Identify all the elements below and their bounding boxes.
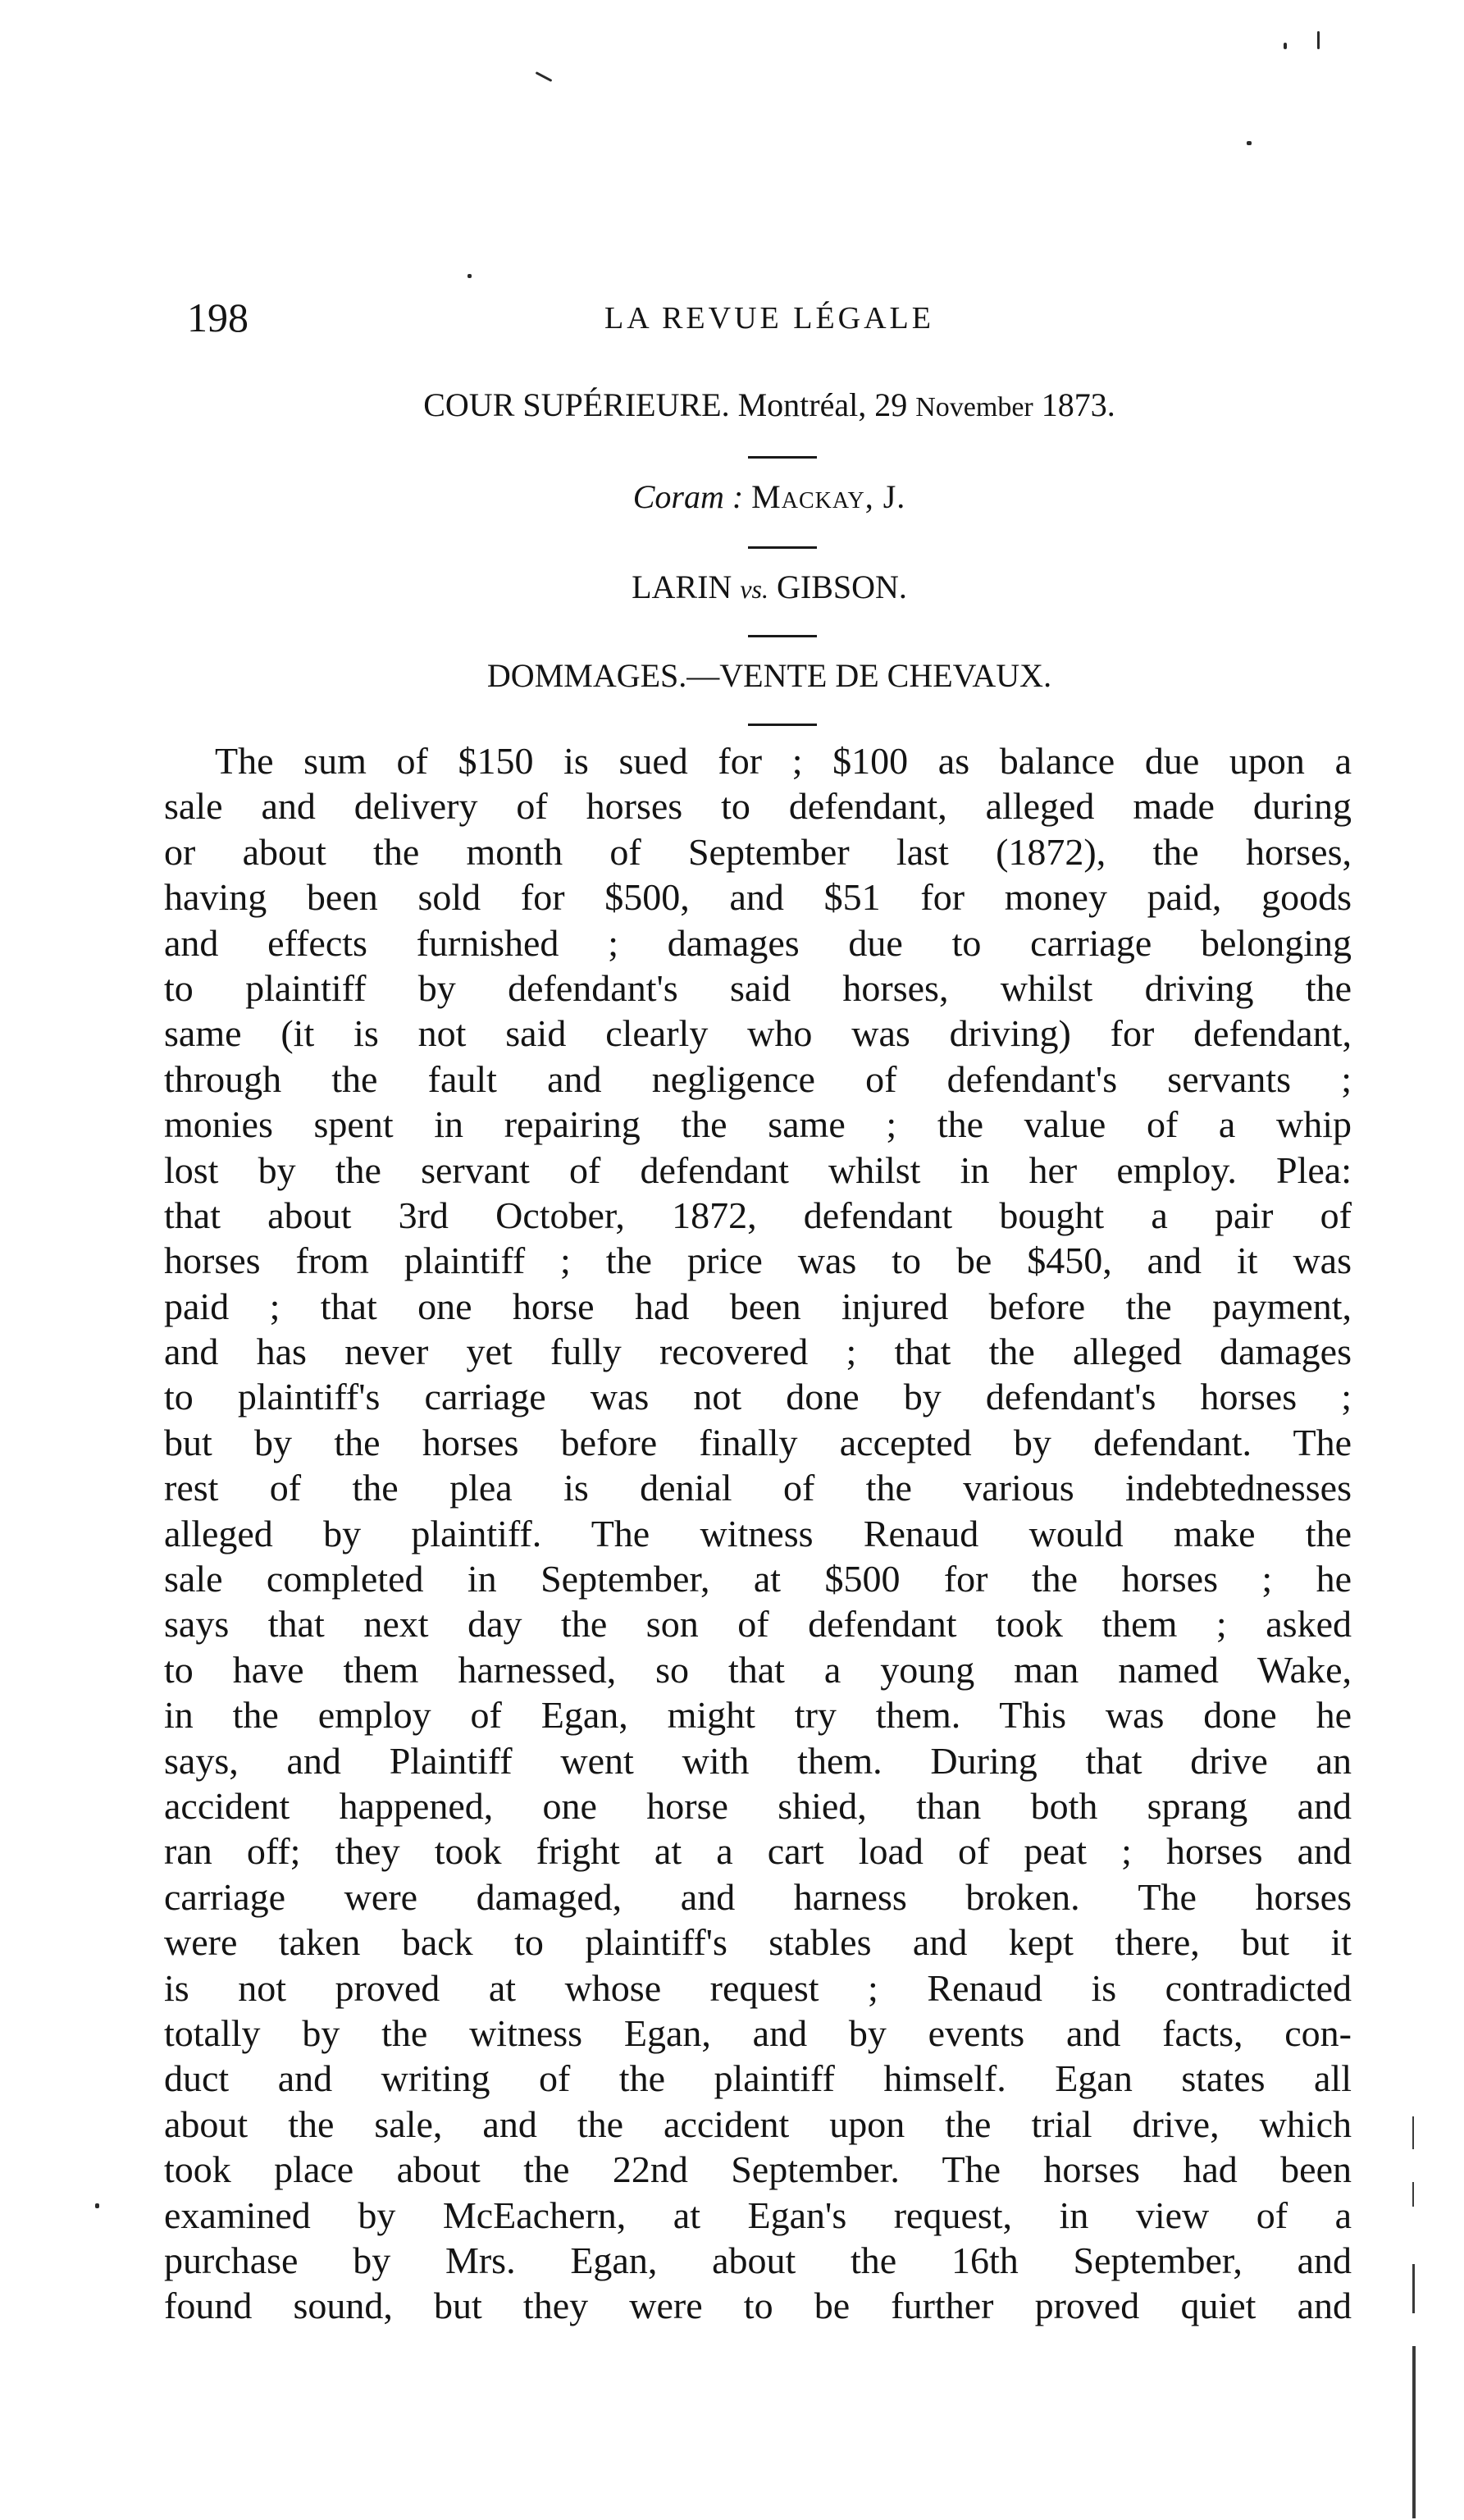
scan-speck: [1317, 31, 1320, 49]
page-number: 198: [187, 294, 249, 340]
text-line: is not proved at whose request ; Renaud is contradicted: [164, 1966, 1352, 2009]
text-line: The sum of $150 is sued for ; $100 as balance due upon a: [215, 740, 1352, 782]
court-heading: [187, 382, 1352, 431]
scan-speck: [1247, 141, 1252, 145]
scan-speck: [95, 2203, 99, 2208]
text-line: and effects furnished ; damages due to carriage belonging: [164, 921, 1352, 964]
divider-rule: [748, 635, 817, 637]
text-line: examined by McEachern, at Egan's request, in view of a: [164, 2194, 1352, 2236]
defendant-name: GIBSON.: [776, 568, 907, 605]
text-line: duct and writing of the plaintiff himself. Egan states all: [164, 2057, 1352, 2100]
case-subject: DOMMAGES.—VENTE DE CHEVAUX.: [486, 657, 1052, 694]
coram-line: [187, 474, 1352, 520]
text-line: that about 3rd October, 1872, defendant bought a pair of: [164, 1194, 1352, 1236]
text-line: found sound, but they were to be further proved quiet and: [164, 2285, 1352, 2327]
text-line: alleged by plaintiff. The witness Renaud would make the: [164, 1512, 1352, 1554]
coram-label: Coram :: [632, 478, 744, 515]
scan-speck: [1284, 43, 1287, 49]
text-line: or about the month of September last (1872), the horses,: [164, 830, 1352, 873]
versus-label: vs.: [740, 574, 768, 604]
text-line: ran off; they took fright at a cart load of peat ; horses and: [164, 1830, 1352, 1873]
text-line: sale and delivery of horses to defendant, alleged made during: [164, 785, 1352, 828]
text-line: and has never yet fully recovered ; that the alleged damages: [164, 1331, 1352, 1373]
text-line: same (it is not said clearly who was driving) for defendant,: [164, 1012, 1352, 1055]
text-line: sale completed in September, at $500 for the horses ; he: [164, 1558, 1352, 1600]
text-line: totally by the witness Egan, and by events and facts, con-: [164, 2011, 1352, 2054]
scan-speck: [467, 274, 472, 278]
text-line: having been sold for $500, and $51 for money paid, goods: [164, 876, 1352, 919]
scan-edge-mark: [1412, 2346, 1416, 2518]
scan-speck: [536, 71, 553, 82]
text-line: purchase by Mrs. Egan, about the 16th September, and: [164, 2239, 1352, 2281]
divider-rule: [748, 724, 817, 726]
text-line: accident happened, one horse shied, than both sprang and: [164, 1784, 1352, 1827]
body-paragraph: [164, 738, 1352, 2329]
scan-edge-mark: [1412, 2182, 1414, 2207]
text-line: says that next day the son of defendant took them ; asked: [164, 1603, 1352, 1646]
court-name: COUR SUPÉRIEURE. Montréal, 29: [423, 386, 908, 423]
running-title: LA REVUE LÉGALE: [604, 301, 934, 336]
text-line: to plaintiff by defendant's said horses, whilst driving the: [164, 966, 1352, 1009]
text-line: rest of the plea is denial of the various indebtednesses: [164, 1467, 1352, 1509]
text-line: in the employ of Egan, might try them. This was done he: [164, 1694, 1352, 1737]
text-line: paid ; that one horse had been injured before the payment,: [164, 1285, 1352, 1327]
text-line: to plaintiff's carriage was not done by defendant's horses ;: [164, 1376, 1352, 1418]
divider-rule: [748, 456, 817, 459]
divider-rule: [748, 546, 817, 549]
text-line: took place about the 22nd September. The horses had been: [164, 2148, 1352, 2191]
court-month: November: [915, 392, 1033, 422]
plaintiff-name: LARIN: [632, 568, 732, 605]
text-line: monies spent in repairing the same ; the value of a whip: [164, 1103, 1352, 1146]
scan-edge-mark: [1412, 2116, 1414, 2149]
case-parties: [187, 564, 1352, 612]
text-line: says, and Plaintiff went with them. During that drive an: [164, 1739, 1352, 1782]
text-line: horses from plaintiff ; the price was to be $450, and it was: [164, 1239, 1352, 1282]
judge-name: Mackay, J.: [751, 478, 906, 515]
text-line: carriage were damaged, and harness broken. The horses: [164, 1875, 1352, 1918]
text-line: but by the horses before finally accepted by defendant. The: [164, 1421, 1352, 1463]
page-header: [187, 289, 1352, 346]
text-line: were taken back to plaintiff's stables and kept there, but it: [164, 1921, 1352, 1964]
scan-edge-mark: [1412, 2264, 1415, 2313]
text-line: about the sale, and the accident upon the trial drive, which: [164, 2102, 1352, 2145]
text-line: through the fault and negligence of defendant's servants ;: [164, 1057, 1352, 1100]
court-year: 1873.: [1041, 386, 1115, 423]
text-line: to have them harnessed, so that a young man named Wake,: [164, 1648, 1352, 1691]
text-line: lost by the servant of defendant whilst in her employ. Plea:: [164, 1148, 1352, 1191]
